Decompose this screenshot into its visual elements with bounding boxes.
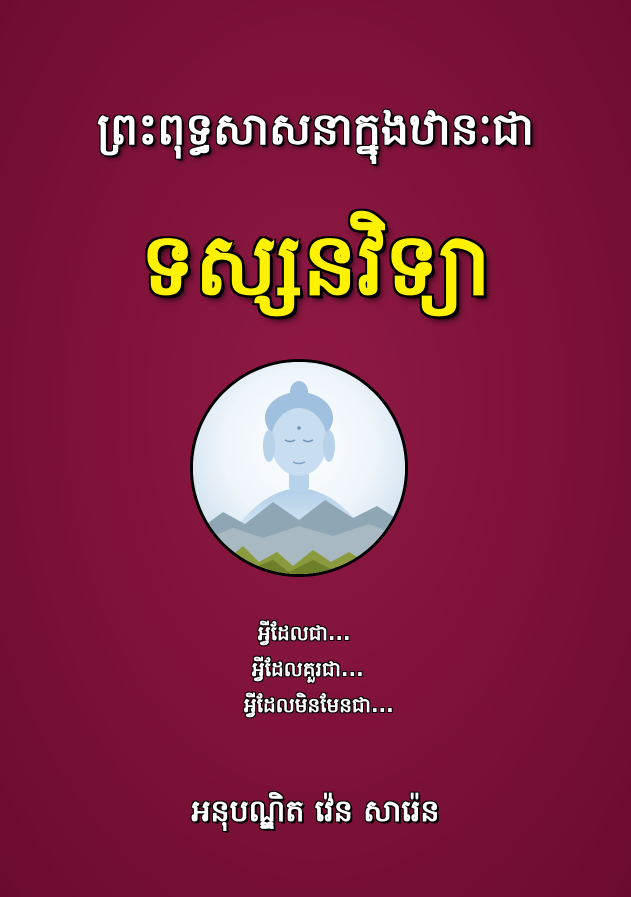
cover-title: ទស្សនវិទ្យា xyxy=(140,215,491,315)
tagline-item: អ្វីដែលគួរជា... xyxy=(252,657,364,681)
buddha-portrait-icon xyxy=(193,362,405,574)
tagline-item: អ្វីដែលជា... xyxy=(258,621,351,645)
author-name: អនុបណ្ឌិត វ៉េន សារ៉េន xyxy=(191,794,440,829)
buddha-medallion xyxy=(190,359,408,577)
tagline-item: អ្វីដែលមិនមែនជា... xyxy=(244,693,394,717)
cover-subtitle: ព្រះពុទ្ធសាសនាក្នុងឋានៈជា xyxy=(97,104,534,155)
